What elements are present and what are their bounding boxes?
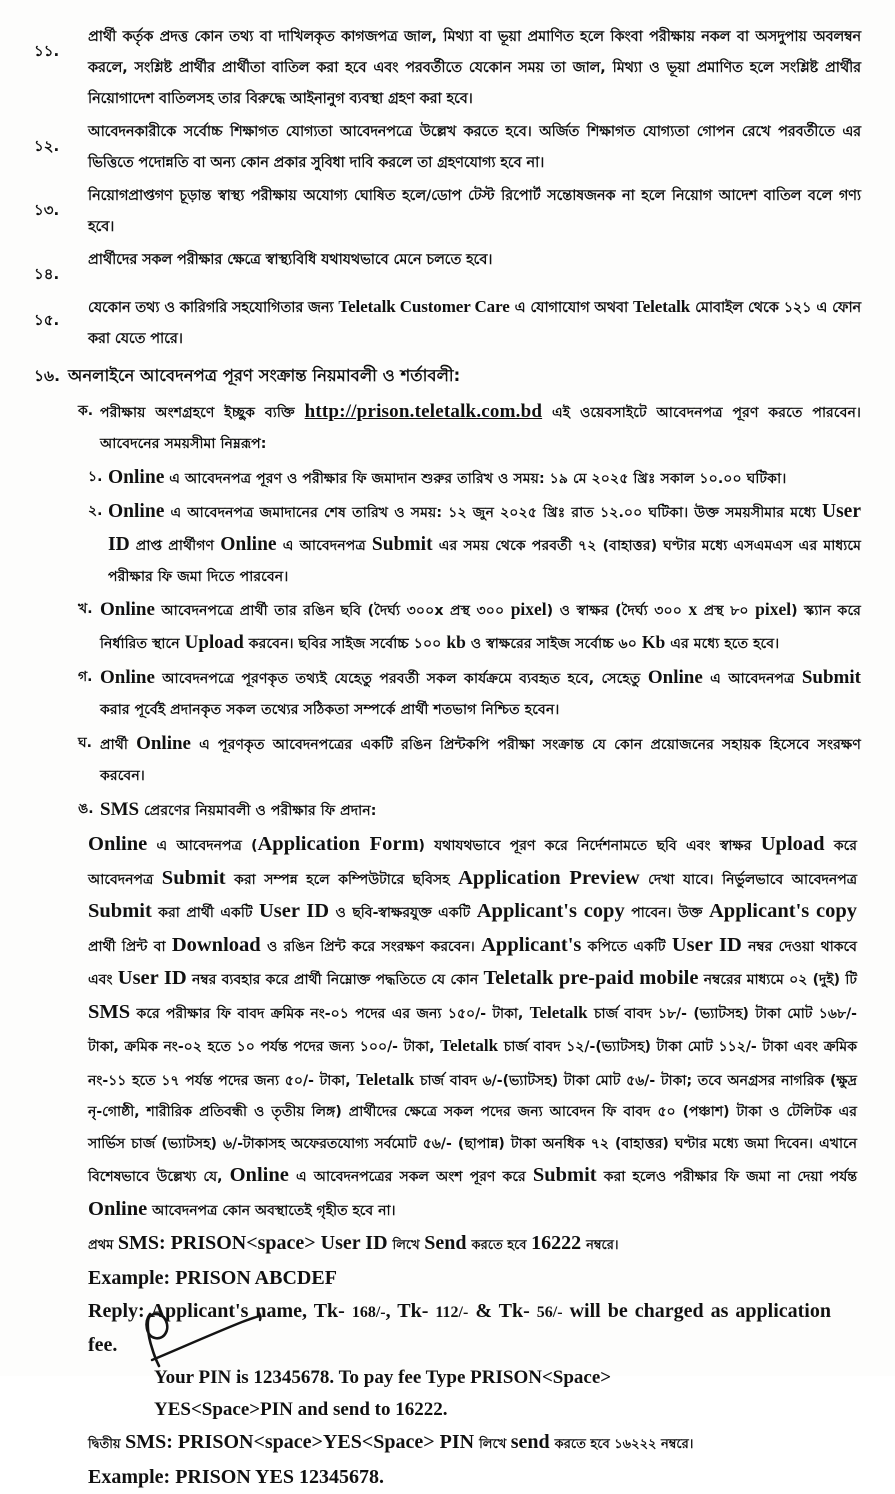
clause-15 — [26, 291, 861, 355]
sub-item-kha-text: Online আবেদনপত্রে প্রার্থী তার রঙিন ছবি (দৈর্ঘ্য ৩০০x প্রস্থ ৩০০ pixel) ও স্বাক্ষর (দৈর্ঘ্য ৩০০ x প্রস্থ ৮০ pixel) স্ক্যান করে নির্ধারিত স্থানে Upload করবেন। ছবির সাইজ সর্বোচ্চ ১০০ kb ও স্বাক্ষরের সাইজ সর্বোচ্চ ৬০ Kb এর মধ্যে হতে হবে। — [100, 599, 861, 653]
deadline-2-text: Online এ আবেদনপত্র জমাদানের শেষ তারিখ ও সময়: ১২ জুন ২০২৫ খ্রিঃ রাত ১২.০০ ঘটিকা। উক্ত সময়সীমার মধ্যে User ID প্রাপ্ত প্রার্থীগণ Online এ আবেদনপত্র Submit এর সময় থেকে পরবর্তী ৭২ (বাহাত্তর) ঘণ্টার মধ্যে এসএমএস এর মাধ্যমে পরীক্ষার ফি জমা দিতে পারবেন। — [108, 501, 862, 585]
section-16-title: অনলাইনে আবেদনপত্র পূরণ সংক্রান্ত নিয়মাবলী ও শর্তাবলী: — [68, 366, 461, 385]
sub-item-kha — [26, 594, 861, 660]
clause-15-number: ১৫. — [34, 311, 60, 329]
fee-instruction-paragraph: Online এ আবেদনপত্র (Application Form) যথাযথভাবে পূরণ করে নির্দেশনামতে ছবি এবং স্বাক্ষর Upload করে আবেদনপত্র Submit করা সম্পন্ন হলে কম্পিউটারে ছবিসহ Application Preview দেখা যাবে। নির্ভুলভাবে আবেদনপত্র Submit করা প্রার্থী একটি User ID ও ছবি-স্বাক্ষরযুক্ত একটি Applicant's copy পাবেন। উক্ত Applicant's copy প্রার্থী প্রিন্ট বা Download ও রঙিন প্রিন্ট করে সংরক্ষণ করবেন। Applicant's কপিতে একটি User ID নম্বর দেওয়া থাকবে এবং User ID নম্বর ব্যবহার করে প্রার্থী নিম্নোক্ত পদ্ধতিতে যে কোন Teletalk pre-paid mobile নম্বরের মাধ্যমে ০২ (দুই) টি SMS করে পরীক্ষার ফি বাবদ ক্রমিক নং-০১ পদের এর জন্য ১৫০/- টাকা, Teletalk চার্জ বাবদ ১৮/- (ভ্যাটসহ) টাকা মোট ১৬৮/- টাকা, ক্রমিক নং-০২ হতে ১০ পর্যন্ত পদের জন্য ১০০/- টাকা, Teletalk চার্জ বাবদ ১২/-(ভ্যাটসহ) টাকা মোট ১১২/- টাকা এবং ক্রমিক নং-১১ হতে ১৭ পর্যন্ত পদের জন্য ৫০/- টাকা, Teletalk চার্জ বাবদ ৬/-(ভ্যাটসহ) টাকা মোট ৫৬/- টাকা; তবে অনগ্রসর নাগরিক (ক্ষুদ্র নৃ-গোষ্ঠী, শারীরিক প্রতিবন্ধী ও তৃতীয় লিঙ্গ) প্রার্থীদের ক্ষেত্রে সকল পদের জন্য আবেদন ফি বাবদ ৫০ (পঞ্চাশ) টাকা ও টেলিটক এর সার্ভিস চার্জ (ভ্যাটসহ) ৬/-টাকাসহ অফেরতযোগ্য সর্বমোট ৫৬/- (ছাপান্ন) টাকা অনধিক ৭২ (বাহাত্তর) ঘণ্টার মধ্যে জমা দিবেন। এখানে বিশেষভাবে উল্লেখ্য যে, Online এ আবেদনপত্রের সকল অংশ পূরণ করে Submit করা হলেও পরীক্ষার ফি জমা না দেয়া পর্যন্ত Online আবেদনপত্র কোন অবস্থাতেই গৃহীত হবে না। — [88, 833, 858, 1220]
deadline-1-text: Online এ আবেদনপত্র পূরণ ও পরীক্ষার ফি জমাদান শুরুর তারিখ ও সময়: ১৯ মে ২০২৫ খ্রিঃ সকাল ১০.০০ ঘটিকা। — [108, 467, 787, 488]
sub-item-ka-marker: ক. — [78, 403, 94, 419]
clause-14 — [26, 245, 861, 289]
deadline-1-marker: ১. — [88, 469, 103, 485]
sms-pin-line-2: YES<Space>PIN and send to 16222. — [154, 1399, 448, 1420]
sub-item-ga-text: Online আবেদনপত্রে পূরণকৃত তথ্যই যেহেতু পরবর্তী সকল কার্যক্রমে ব্যবহৃত হবে, সেহেতু Online এ আবেদনপত্র Submit করার পূর্বেই প্রদানকৃত সকল তথ্যের সঠিকতা সম্পর্কে প্রার্থী শতভাগ নিশ্চিত হবেন। — [100, 667, 861, 718]
sms-first-line: প্রথম SMS: PRISON<space> User ID লিখে Send করতে হবে 16222 নম্বরে। — [88, 1232, 619, 1254]
clause-11-text: প্রার্থী কর্তৃক প্রদত্ত কোন তথ্য বা দাখিলকৃত কাগজপত্র জাল, মিথ্যা বা ভূয়া প্রমাণিত হলে কিংবা পরীক্ষায় নকল বা অসদুপায় অবলম্বন করলে, সংশ্লিষ্ট প্রার্থীর প্রার্থীতা বাতিল করা হবে এবং পরবর্তীতে যেকোন সময় তা জাল, মিথ্যা ও ভূয়া প্রমাণিত হলে সংশ্লিষ্ট প্রার্থীর নিয়োগাদেশ বাতিলসহ তার বিরুদ্ধে আইনানুগ ব্যবস্থা গ্রহণ করা হবে। — [88, 29, 861, 107]
sms-example-1: Example: PRISON ABCDEF — [88, 1267, 337, 1289]
handwritten-signature-icon — [138, 1292, 318, 1372]
clause-12-number: ১২. — [34, 137, 60, 155]
clause-14-text: প্রার্থীদের সকল পরীক্ষার ক্ষেত্রে স্বাস্থ্যবিধি যথাযথভাবে মেনে চলতে হবে। — [88, 252, 493, 268]
sms-second-line: দ্বিতীয় SMS: PRISON<space>YES<Space> PIN লিখে send করতে হবে ১৬২২২ নম্বরে। — [88, 1431, 694, 1453]
sms-reply-line: Reply: Applicant's name, Tk- 168/-, Tk- 112/- & Tk- 56/- will be charged as application fee. — [88, 1300, 831, 1356]
sub-item-gha-marker: ঘ. — [78, 735, 92, 751]
clause-14-number: ১৪. — [34, 265, 60, 283]
sub-item-ga — [26, 662, 861, 726]
sub-item-gha — [26, 728, 861, 792]
sub-item-ga-marker: গ. — [78, 669, 93, 685]
sub-item-ka-text — [100, 396, 861, 460]
clause-12-text: আবেদনকারীকে সর্বোচ্চ শিক্ষাগত যোগ্যতা আবেদনপত্রে উল্লেখ করতে হবে। অর্জিত শিক্ষাগত যোগ্যতা গোপন রেখে পরবর্তীতে এর ভিত্তিতে পদোন্নতি বা অন্য কোন প্রকার সুবিধা দাবি করলে তা গ্রহণযোগ্য হবে না। — [88, 124, 861, 171]
section-16-number: ১৬. — [34, 367, 61, 385]
clause-13 — [26, 181, 861, 243]
deadline-2-marker: ২. — [88, 503, 103, 519]
sms-example-2: Example: PRISON YES 12345678. — [88, 1466, 384, 1488]
clause-13-number: ১৩. — [34, 201, 60, 219]
deadline-item-1 — [26, 462, 861, 495]
sub-item-ka — [26, 396, 861, 460]
sub-item-uo — [26, 794, 861, 827]
clause-11 — [26, 22, 861, 115]
sub-ka-before-url: পরীক্ষায় অংশগ্রহণে ইচ্ছুক ব্যক্তি — [100, 405, 305, 421]
clause-12 — [26, 117, 861, 179]
sub-item-gha-text: প্রার্থী Online এ পূরণকৃত আবেদনপত্রের একটি রঙিন প্রিন্টকপি পরীক্ষা সংক্রান্ত যে কোন প্রয়োজনের সহায়ক হিসেবে সংরক্ষণ করবেন। — [100, 733, 862, 784]
sub-item-uo-text: SMS প্রেরণের নিয়মাবলী ও পরীক্ষার ফি প্রদান: — [100, 799, 377, 820]
application-website-link[interactable]: http://prison.teletalk.com.bd — [304, 401, 543, 422]
sms-pin-line-1: Your PIN is 12345678. To pay fee Type PRISON<Space> — [154, 1367, 612, 1388]
section-16-heading — [26, 363, 861, 390]
sub-item-uo-marker: ঙ. — [78, 801, 94, 817]
sub-ka-after-url: এই ওয়েবসাইটে আবেদনপত্র পূরণ করতে পারবেন। আবেদনের সময়সীমা নিম্নরূপ: — [100, 405, 862, 452]
clause-13-text: নিয়োগপ্রাপ্তগণ চূড়ান্ত স্বাস্থ্য পরীক্ষায় অযোগ্য ঘোষিত হলে/ডোপ টেস্ট রিপোর্ট সন্তোষজনক না হলে নিয়োগ আদেশ বাতিল বলে গণ্য হবে। — [88, 188, 861, 235]
clause-15-text: যেকোন তথ্য ও কারিগরি সহযোগিতার জন্য Teletalk Customer Care এ যোগাযোগ অথবা Teletalk মোবাইল থেকে ১২১ এ ফোন করা যেতে পারে। — [88, 297, 862, 347]
deadline-item-2 — [26, 496, 861, 593]
sub-item-kha-marker: খ. — [78, 601, 93, 617]
clause-11-number: ১১. — [34, 42, 60, 60]
